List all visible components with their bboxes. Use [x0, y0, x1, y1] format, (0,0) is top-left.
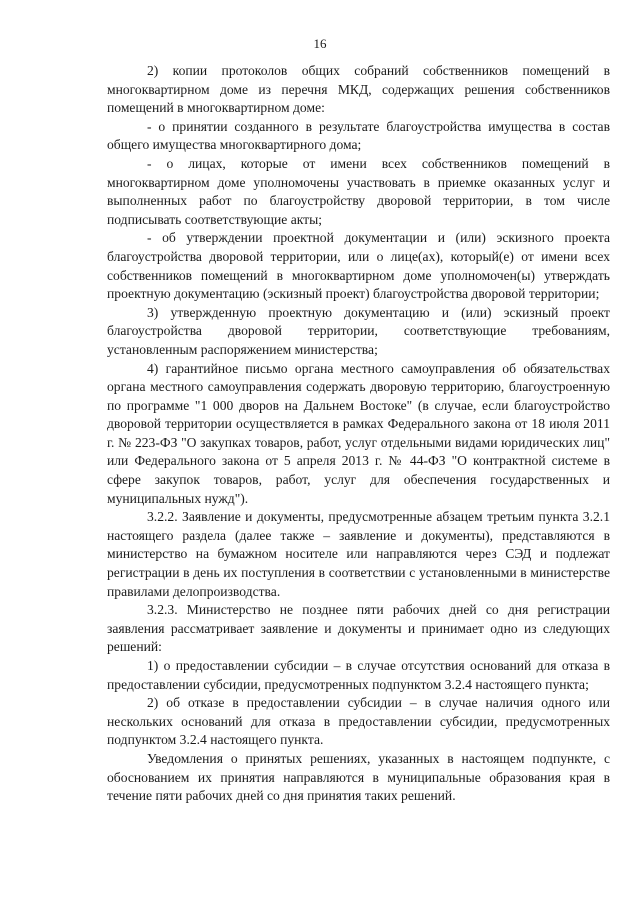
- document-body: [107, 62, 610, 806]
- paragraph-decision-1-grant: 1) о предоставлении субсидии – в случае отсутствия оснований для отказа в предоставлении субсидии, предусмотренных подпунктом 3.2.4 настоящего пункта;: [107, 658, 610, 692]
- paragraph-dash-authorized-persons: - о лицах, которые от имени всех собственников помещений в многоквартирном доме уполномочены участвовать в приемке оказанных услуг и выполненных работ по благоустройству дворовой территории, в том числе подписывать соответствующие акты;: [107, 155, 610, 227]
- page-number: 16: [313, 36, 327, 51]
- paragraph-3-2-3: 3.2.3. Министерство не позднее пяти рабочих дней со дня регистрации заявления рассматривает заявление и документы и принимает одно из следующих решений:: [107, 602, 610, 655]
- paragraph-dash-approval-of-design: - об утверждении проектной документации и (или) эскизного проекта благоустройства дворовой территории, или о лице(ах), который(е) от имени всех собственников помещений в многоквартирном доме уполномочен(ы) утверждать проектную документацию (эскизный проект) благоустройства дворовой территории;: [107, 230, 610, 302]
- paragraph-item-4-guarantee-letter: 4) гарантийное письмо органа местного самоуправления об обязательствах органа местного самоуправления содержать дворовую территорию, благоустроенную по программе "1 000 дворов на Дальнем Востоке" (в случае, если благоустройство дворовой территории осуществляется в рамках Федерального закона от 18 июля 2011 г. № 223-ФЗ "О закупках товаров, работ, услуг отдельными видами юридических лиц" или Федерального закона от 5 апреля 2013 г. № 44-ФЗ "О контрактной системе в сфере закупок товаров, работ, услуг для обеспечения государственных и муниципальных нужд").: [107, 360, 610, 506]
- paragraph-item-2-copies-of-protocols: 2) копии протоколов общих собраний собственников помещений в многоквартирном доме из перечня МКД, содержащих решения собственников помещений в многоквартирном доме:: [107, 63, 610, 116]
- paragraph-item-3-approved-design: 3) утвержденную проектную документацию и (или) эскизный проект благоустройства дворовой территории, соответствующие требованиям, установленным распоряжением министерства;: [107, 304, 610, 357]
- paragraph-dash-common-property: - о принятии созданного в результате благоустройства имущества в состав общего имущества многоквартирного дома;: [107, 118, 610, 153]
- paragraph-3-2-2: 3.2.2. Заявление и документы, предусмотренные абзацем третьим пункта 3.2.1 настоящего раздела (далее также – заявление и документы), представляются в министерство на бумажном носителе или направляются через СЭД и подлежат регистрации в день их поступления в соответствии с установленными в министерстве правилами делопроизводства.: [107, 509, 610, 599]
- paragraph-decision-2-refusal: 2) об отказе в предоставлении субсидии – в случае наличия одного или нескольких оснований для отказа в предоставлении субсидии, предусмотренных подпунктом 3.2.4 настоящего пункта.: [107, 695, 610, 748]
- paragraph-notifications: Уведомления о принятых решениях, указанных в настоящем подпункте, с обоснованием их принятия направляются в муниципальные образования края в течение пяти рабочих дней со дня принятия таких решений.: [107, 750, 610, 804]
